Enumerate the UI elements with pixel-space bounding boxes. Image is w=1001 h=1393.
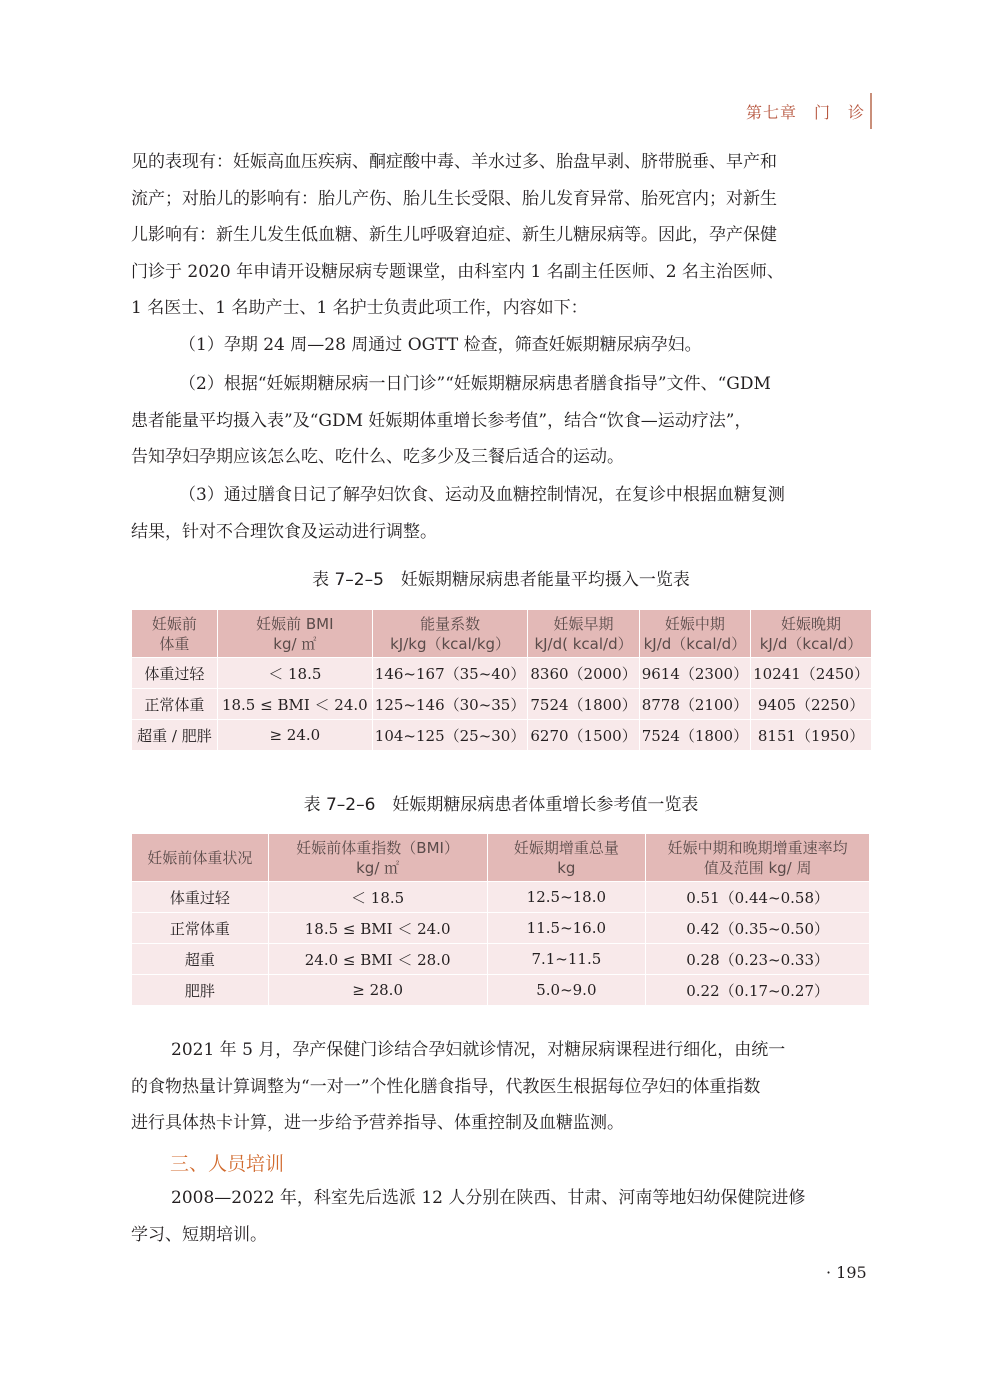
table-header-cell: 妊娠早期 kJ/d( kcal/d）: [528, 610, 639, 658]
table-header-cell: 妊娠中期 kJ/d（kcal/d）: [639, 610, 750, 658]
text-line: 1 名医士、1 名助产士、1 名护士负责此项工作，内容如下：: [131, 298, 588, 318]
table-cell: 18.5 ≤ BMI ＜ 24.0: [268, 913, 487, 944]
paragraph-2021: [131, 1032, 871, 1142]
table-cell: 8151（1950）: [751, 720, 872, 751]
list-item-3: [131, 477, 871, 550]
table-cell: 146~167（35~40）: [372, 658, 528, 689]
table-cell: ≥ 24.0: [217, 720, 372, 751]
table-cell: 9614（2300）: [639, 658, 750, 689]
text-line: 进行具体热卡计算，进一步给予营养指导、体重控制及血糖监测。: [131, 1113, 624, 1133]
paragraph-intro: [131, 144, 871, 327]
text-line: 2021 年 5 月，孕产保健门诊结合孕妇就诊情况，对糖尿病课程进行细化，由统一: [171, 1040, 786, 1060]
table-cell: ≥ 28.0: [268, 975, 487, 1006]
text-line: 的食物热量计算调整为“一对一”个性化膳食指导，代教医生根据每位孕妇的体重指数: [131, 1076, 761, 1097]
table-cell: 8360（2000）: [528, 658, 639, 689]
table-cell: 104~125（25~30）: [372, 720, 528, 751]
text-line: 告知孕妇孕期应该怎么吃、吃什么、吃多少及三餐后适合的运动。: [131, 447, 624, 467]
text-line: 患者能量平均摄入表”及“GDM 妊娠期体重增长参考值”，结合“饮食—运动疗法”，: [131, 410, 752, 431]
table-cell: 超重: [132, 944, 269, 975]
text-line: 2008—2022 年，科室先后选派 12 人分别在陕西、甘肃、河南等地妇幼保健院进修: [171, 1188, 806, 1208]
table-row: [132, 913, 870, 944]
text-line: 见的表现有：妊娠高血压疾病、酮症酸中毒、羊水过多、胎盘早剥、脐带脱垂、早产和: [131, 152, 777, 172]
text-line: （3）通过膳食日记了解孕妇饮食、运动及血糖控制情况，在复诊中根据血糖复测: [179, 485, 785, 505]
table-row: [132, 689, 872, 720]
table-header-cell: 妊娠期增重总量 kg: [487, 834, 646, 882]
table-cell: 12.5~18.0: [487, 882, 646, 913]
table-cell: 正常体重: [132, 689, 218, 720]
table-row: [132, 720, 872, 751]
table-header-cell: 妊娠前体重指数（BMI） kg/ ㎡: [268, 834, 487, 882]
table-energy-intake: [131, 609, 872, 751]
table-cell: 18.5 ≤ BMI ＜ 24.0: [217, 689, 372, 720]
table-cell: 6270（1500）: [528, 720, 639, 751]
table-cell: 超重 / 肥胖: [132, 720, 218, 751]
table-cell: 0.42（0.35~0.50）: [646, 913, 870, 944]
text-line: （2）根据“妊娠期糖尿病一日门诊”“妊娠期糖尿病患者膳食指导”文件、“GDM: [179, 374, 771, 394]
table-weight-gain: [131, 833, 870, 1006]
text-line: 流产；对胎儿的影响有：胎儿产伤、胎儿生长受限、胎儿发育异常、胎死宫内；对新生: [131, 188, 777, 209]
table-header-cell: 能量系数 kJ/kg（kcal/kg）: [372, 610, 528, 658]
table-cell: 体重过轻: [132, 658, 218, 689]
list-item-1: [131, 327, 871, 364]
text-line: 门诊于 2020 年申请开设糖尿病专题课堂，由科室内 1 名副主任医师、2 名主治医师、: [131, 261, 784, 282]
table-header-cell: 妊娠前 体重: [132, 610, 218, 658]
table2-caption: 表 7–2–6 妊娠期糖尿病患者体重增长参考值一览表: [303, 795, 699, 815]
table-row: [132, 975, 870, 1006]
table-header-cell: 妊娠中期和晚期增重速率均 值及范围 kg/ 周: [646, 834, 870, 882]
table-cell: 125~146（30~35）: [372, 689, 528, 720]
table-row: [132, 882, 870, 913]
paragraph-training: [131, 1180, 871, 1253]
table-cell: 5.0~9.0: [487, 975, 646, 1006]
table-cell: 7524（1800）: [639, 720, 750, 751]
header-rule: [870, 93, 872, 129]
text-line: 儿影响有：新生儿发生低血糖、新生儿呼吸窘迫症、新生儿糖尿病等。因此，孕产保健: [131, 225, 777, 245]
table-cell: 0.51（0.44~0.58）: [646, 882, 870, 913]
table-cell: 11.5~16.0: [487, 913, 646, 944]
table-cell: 7.1~11.5: [487, 944, 646, 975]
table-cell: 体重过轻: [132, 882, 269, 913]
text-line: 学习、短期培训。: [131, 1224, 267, 1245]
table-row: [132, 944, 870, 975]
table1-caption: 表 7–2–5 妊娠期糖尿病患者能量平均摄入一览表: [312, 570, 690, 590]
table-cell: 0.22（0.17~0.27）: [646, 975, 870, 1006]
chapter-header: 第七章 门 诊: [746, 103, 866, 122]
table-row: [132, 658, 872, 689]
table-cell: 10241（2450）: [751, 658, 872, 689]
text-line: （1）孕期 24 周—28 周通过 OGTT 检查，筛查妊娠期糖尿病孕妇。: [179, 335, 702, 355]
table-header-cell: 妊娠前 BMI kg/ ㎡: [217, 610, 372, 658]
text-line: 结果，针对不合理饮食及运动进行调整。: [131, 521, 437, 542]
list-item-2: [131, 366, 871, 476]
table-header-cell: 妊娠晚期 kJ/d（kcal/d）: [751, 610, 872, 658]
table-cell: 正常体重: [132, 913, 269, 944]
table-header-cell: 妊娠前体重状况: [132, 834, 269, 882]
table-cell: ＜ 18.5: [217, 658, 372, 689]
page-number: · 195: [826, 1263, 867, 1282]
section-heading-training: 三、人员培训: [170, 1153, 285, 1175]
table-cell: 7524（1800）: [528, 689, 639, 720]
table-cell: 肥胖: [132, 975, 269, 1006]
table-cell: 0.28（0.23~0.33）: [646, 944, 870, 975]
table-cell: 8778（2100）: [639, 689, 750, 720]
table-cell: 9405（2250）: [751, 689, 872, 720]
table-cell: ＜ 18.5: [268, 882, 487, 913]
table-cell: 24.0 ≤ BMI ＜ 28.0: [268, 944, 487, 975]
